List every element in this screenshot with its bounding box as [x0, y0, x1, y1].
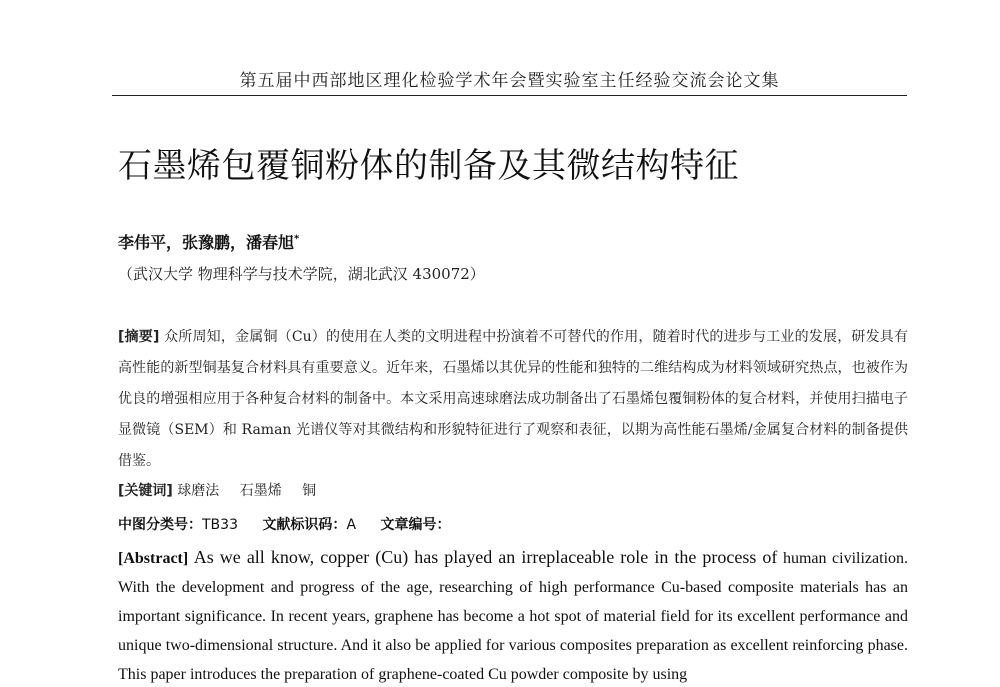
article-number-label: 文章编号： — [380, 517, 451, 533]
abstract-english — [118, 543, 908, 687]
abstract-en-label: [Abstract] — [118, 550, 189, 567]
affiliation: （武汉大学 物理科学与技术学院，湖北武汉 430072） — [118, 265, 485, 283]
keyword-item: 铜 — [302, 483, 317, 499]
clc-label: 中图分类号： — [118, 517, 202, 533]
abstract-cn-label: [摘要] — [118, 329, 160, 345]
abstract-en-text: human civilization. With the development and progress of the age, researching of high performance Cu-based composite materials has an important significance. In recent years, graphene has become a hot spot of material field for its excellent performance and unique two-dimensional structure. And it also be applied for various composites preparation as excellent reinforcing phase. This paper introduces the preparation of graphene-coated Cu powder composite by using — [118, 550, 909, 683]
doc-code-label: 文献标识码： — [262, 517, 347, 533]
clc-value: TB33 — [202, 517, 238, 533]
article-number-field — [380, 517, 450, 533]
keywords — [118, 480, 332, 500]
running-header: 第五届中西部地区理化检验学术年会暨实验室主任经验交流会论文集 — [239, 71, 780, 91]
authors-text: 李伟平，张豫鹏，潘春旭 — [118, 233, 295, 252]
paper-title: 石墨烯包覆铜粉体的制备及其微结构特征 — [118, 146, 739, 186]
keyword-item: 石墨烯 — [239, 483, 282, 499]
abstract-chinese — [118, 322, 908, 477]
classification-line — [118, 514, 470, 534]
abstract-en-lead: As we all know, copper (Cu) has played an irreplaceable role in the process of — [193, 547, 778, 567]
doc-code-field — [262, 517, 356, 533]
header-rule — [112, 95, 907, 96]
doc-code-value: A — [346, 517, 357, 533]
corresponding-author-mark: * — [294, 233, 300, 245]
keyword-item: 球磨法 — [177, 483, 220, 499]
abstract-cn-text: 众所周知，金属铜（Cu）的使用在人类的文明进程中扮演着不可替代的作用，随着时代的进步与工业的发展，研发具有高性能的新型铜基复合材料具有重要意义。近年来，石墨烯以其优异的性能和独特的二维结构成为材料领域研究热点，也被作为优良的增强相应用于各种复合材料的制备中。本文采用高速球磨法成功制备出了石墨烯包覆铜粉体的复合材料，并使用扫描电子显微镜（SEM）和 Raman 光谱仪等对其微结构和形貌特征进行了观察和表征，以期为高性能石墨烯/金属复合材料的制备提供借鉴。 — [118, 329, 909, 469]
clc-field — [118, 517, 238, 533]
keywords-label: [关键词] — [118, 483, 173, 499]
author-list — [118, 230, 299, 253]
